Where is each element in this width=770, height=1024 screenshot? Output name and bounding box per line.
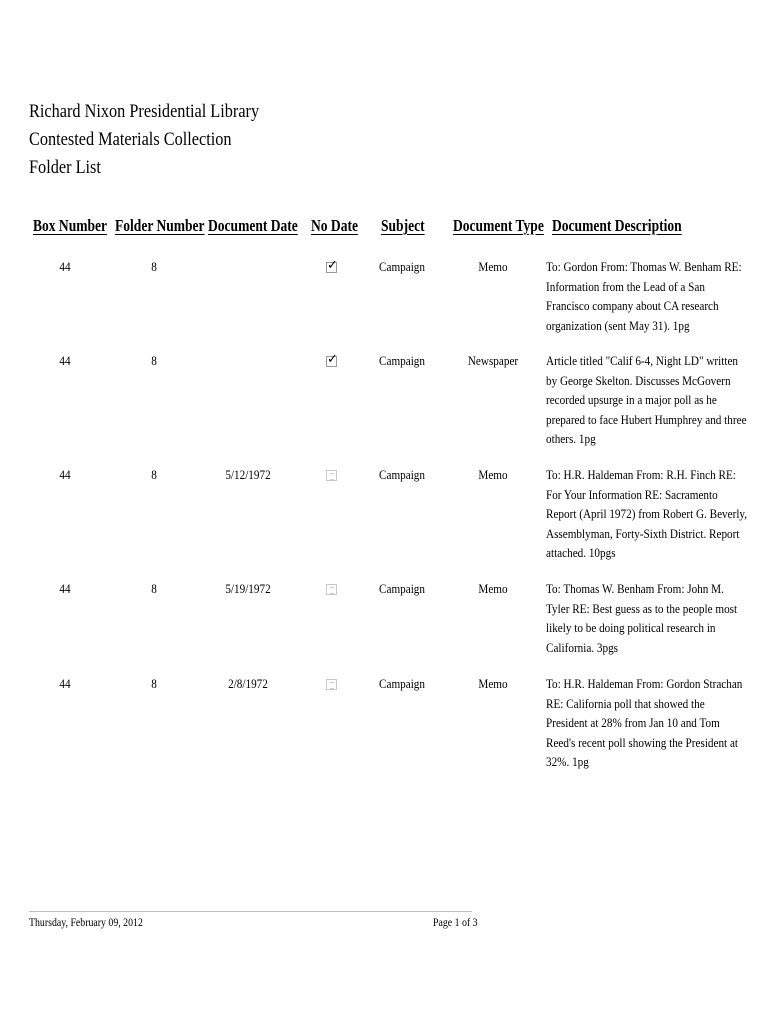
header-subject: Subject xyxy=(381,216,425,235)
description-line: prepared to face Hubert Humphrey and three xyxy=(546,411,747,427)
empty-checkbox-icon xyxy=(330,587,334,594)
description-line: For Your Information RE: Sacramento xyxy=(546,486,718,502)
document-type-cell: Memo xyxy=(478,581,508,596)
document-type-cell: Memo xyxy=(478,676,508,691)
description-line: recorded upsurge in a major poll as he xyxy=(546,392,717,408)
description-line: Assemblyman, Forty-Sixth District. Report xyxy=(546,525,740,541)
header-folder-number: Folder Number xyxy=(115,216,205,235)
folder-number-cell: 8 xyxy=(151,259,157,274)
description-line: organization (sent May 31). 1pg xyxy=(546,317,690,333)
document-type-cell: Newspaper xyxy=(467,353,519,368)
folder-number-cell: 8 xyxy=(151,581,157,596)
header-box-number: Box Number xyxy=(33,216,108,235)
box-number-cell: 44 xyxy=(59,467,71,482)
description-line: 32%. 1pg xyxy=(546,754,589,770)
box-number-cell: 44 xyxy=(59,259,71,274)
empty-checkbox-icon xyxy=(330,682,334,689)
box-number-cell: 44 xyxy=(59,581,71,596)
description-line: by George Skelton. Discusses McGovern xyxy=(546,372,731,388)
description-line: Report (April 1972) from Robert G. Beverly, xyxy=(546,506,748,522)
title-line-1: Richard Nixon Presidential Library xyxy=(29,102,260,122)
empty-checkbox-icon xyxy=(330,473,334,480)
subject-cell: Campaign xyxy=(379,259,425,274)
description-line: To: Thomas W. Benham From: John M. xyxy=(546,581,724,596)
box-number-cell: 44 xyxy=(59,353,71,368)
title-line-2: Contested Materials Collection xyxy=(29,130,232,150)
no-date-checkbox[interactable] xyxy=(326,352,338,367)
description-line: Reed's recent poll showing the President at xyxy=(546,734,739,750)
document-date-cell: 2/8/1972 xyxy=(228,676,268,691)
document-description-cell xyxy=(546,674,743,772)
folder-number-cell: 8 xyxy=(151,676,157,691)
description-line: To: H.R. Haldeman From: Gordon Strachan xyxy=(546,676,743,691)
document-type-cell: Memo xyxy=(478,467,508,482)
description-line: attached. 10pgs xyxy=(546,545,616,561)
description-line: To: Gordon From: Thomas W. Benham RE: xyxy=(546,259,742,274)
description-line: others. 1pg xyxy=(546,431,596,447)
subject-cell: Campaign xyxy=(379,676,425,691)
document-description-cell xyxy=(546,465,748,563)
description-line: To: H.R. Haldeman From: R.H. Finch RE: xyxy=(546,467,736,482)
document-date-cell: 5/19/1972 xyxy=(225,581,271,596)
footer-page-number: Page 1 of 3 xyxy=(433,915,478,929)
report-title xyxy=(29,98,259,182)
footer-divider xyxy=(29,911,472,912)
description-line: Information from the Lead of a San xyxy=(546,278,705,294)
no-date-checkbox[interactable] xyxy=(326,470,337,481)
header-document-date: Document Date xyxy=(208,216,298,235)
folder-number-cell: 8 xyxy=(151,467,157,482)
description-line: likely to be doing political research in xyxy=(546,620,716,636)
document-description-cell xyxy=(546,257,742,335)
box-number-cell: 44 xyxy=(59,676,71,691)
subject-cell: Campaign xyxy=(379,581,425,596)
header-document-type: Document Type xyxy=(453,216,544,235)
checkmark-icon: ✓ xyxy=(327,258,338,273)
no-date-checkbox[interactable] xyxy=(326,679,337,690)
header-document-description: Document Description xyxy=(552,216,682,235)
document-description-cell xyxy=(546,579,738,657)
title-line-3: Folder List xyxy=(29,158,101,178)
no-date-checkbox[interactable] xyxy=(326,258,338,273)
description-line: California. 3pgs xyxy=(546,639,619,655)
folder-number-cell: 8 xyxy=(151,353,157,368)
document-description-cell xyxy=(546,351,747,449)
description-line: RE: California poll that showed the xyxy=(546,695,705,711)
subject-cell: Campaign xyxy=(379,467,425,482)
document-date-cell: 5/12/1972 xyxy=(225,467,271,482)
header-no-date: No Date xyxy=(311,216,358,235)
document-type-cell: Memo xyxy=(478,259,508,274)
footer-date: Thursday, February 09, 2012 xyxy=(29,915,143,929)
description-line: Article titled "Calif 6-4, Night LD" written xyxy=(546,353,739,368)
description-line: Francisco company about CA research xyxy=(546,298,719,314)
description-line: President at 28% from Jan 10 and Tom xyxy=(546,715,720,731)
no-date-checkbox[interactable] xyxy=(326,584,337,595)
description-line: Tyler RE: Best guess as to the people most xyxy=(546,600,738,616)
subject-cell: Campaign xyxy=(379,353,425,368)
checkmark-icon: ✓ xyxy=(327,352,338,367)
